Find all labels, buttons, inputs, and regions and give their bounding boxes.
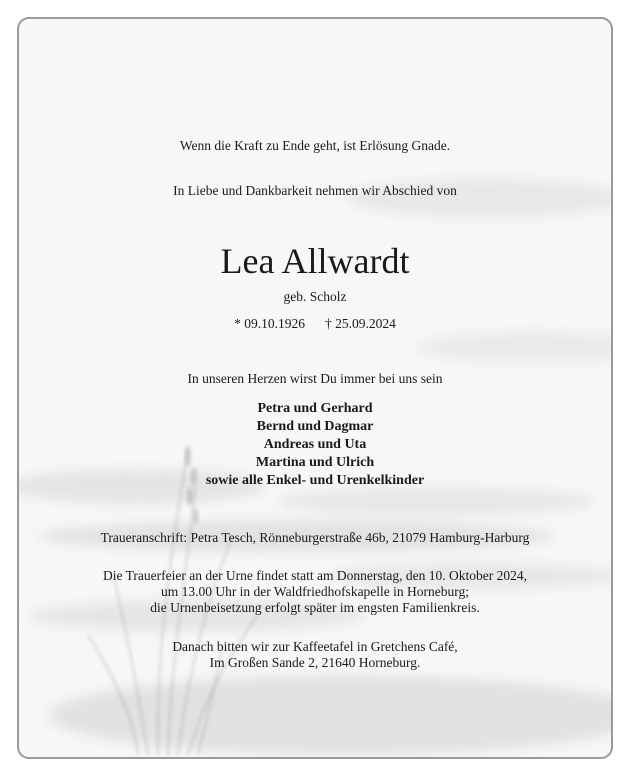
reception-line: Danach bitten wir zur Kaffeetafel in Gretchens Café,	[172, 639, 458, 654]
intro-text: In Liebe und Dankbarkeit nehmen wir Abschied von	[173, 183, 457, 198]
life-dates	[19, 316, 611, 332]
closing-line: In unseren Herzen wirst Du immer bei uns sein	[187, 371, 443, 386]
ceremony-line: die Urnenbeisetzung erfolgt später im engsten Familienkreis.	[150, 600, 480, 615]
birth-date: * 09.10.1926	[234, 316, 305, 331]
ceremony-line: Die Trauerfeier an der Urne findet statt am Donnerstag, den 10. Oktober 2024,	[102, 568, 527, 583]
family-member: sowie alle Enkel- und Urenkelkinder	[205, 473, 425, 488]
obituary-card	[17, 17, 613, 759]
mourning-address: Traueranschrift: Petra Tesch, Rönneburgerstraße 46b, 21079 Hamburg-Harburg	[100, 530, 530, 545]
family-member: Andreas und Uta	[263, 437, 367, 452]
family-member: Bernd und Dagmar	[256, 419, 374, 434]
family-member: Martina und Ulrich	[255, 455, 375, 470]
maiden-name: geb. Scholz	[283, 289, 347, 304]
family-member: Petra und Gerhard	[257, 401, 373, 416]
deceased-name: Lea Allwardt	[220, 241, 410, 281]
ceremony-line: um 13.00 Uhr in der Waldfriedhofskapelle in Horneburg;	[160, 584, 470, 599]
reception-line: Im Großen Sande 2, 21640 Horneburg.	[209, 655, 421, 670]
motto: Wenn die Kraft zu Ende geht, ist Erlösung Gnade.	[179, 138, 451, 153]
death-date: † 25.09.2024	[325, 316, 396, 331]
